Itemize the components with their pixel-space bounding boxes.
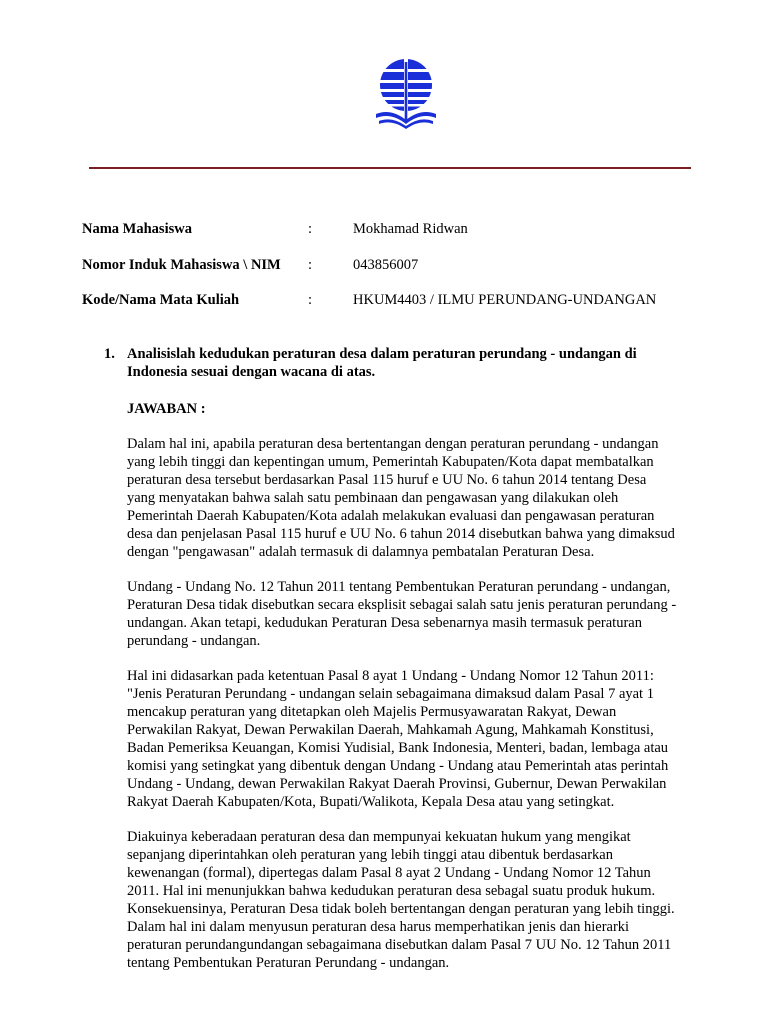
- answer-paragraph-1: [127, 435, 707, 561]
- info-row-nim: [82, 255, 702, 275]
- info-label: Nomor Induk Mahasiswa \ NIM: [82, 257, 281, 273]
- info-colon: :: [308, 257, 313, 273]
- question-number: 1.: [104, 346, 115, 362]
- paragraph-line: 2011. Hal ini menunjukkan bahwa kedudukan peraturan desa sebagal suatu produk hukum.: [127, 883, 656, 899]
- paragraph-line: Dalam hal ini, apabila peraturan desa bertentangan dengan peraturan perundang - undangan: [127, 436, 659, 452]
- paragraph-line: peraturan desa tersebut berdasarkan Pasal 115 huruf e UU No. 6 tahun 2014 tentang Desa: [127, 472, 647, 488]
- answer-heading: JAWABAN :: [127, 401, 206, 417]
- paragraph-line: Hal ini didasarkan pada ketentuan Pasal 8 ayat 1 Undang - Undang Nomor 12 Tahun 2011:: [127, 668, 654, 684]
- university-logo-icon: [373, 58, 439, 130]
- question-line: Analisislah kedudukan peraturan desa dalam peraturan perundang - undangan di: [127, 346, 637, 362]
- paragraph-line: "Jenis Peraturan Perundang - undangan selain sebagaimana dimaksud dalam Pasal 7 ayat 1: [127, 686, 654, 702]
- info-value: Mokhamad Ridwan: [353, 221, 468, 237]
- paragraph-line: yang menyatakan bahwa salah satu pembinaan dan pengawasan yang dilakukan oleh: [127, 490, 619, 506]
- paragraph-line: Rakyat Daerah Kabupaten/Kota, Bupati/Walikota, Kepala Desa atau yang setingkat.: [127, 794, 615, 810]
- paragraph-line: sepanjang diperintahkan oleh peraturan yang lebih tinggi atau dibentuk berdasarkan: [127, 847, 613, 863]
- paragraph-line: perundang - undangan.: [127, 633, 261, 649]
- paragraph-line: Pemerintah Daerah Kabupaten/Kota adalah melakukan evaluasi dan pengawasan peraturan: [127, 508, 655, 524]
- header-divider: [89, 167, 691, 169]
- paragraph-line: mencakup peraturan yang ditetapkan oleh Majelis Permusyawaratan Rakyat, Dewan: [127, 704, 617, 720]
- paragraph-line: Undang - Undang, dewan Perwakilan Rakyat Daerah Provinsi, Gubernur, Dewan Perwakilan: [127, 776, 667, 792]
- info-value: 043856007: [353, 257, 419, 273]
- info-value: HKUM4403 / ILMU PERUNDANG-UNDANGAN: [353, 292, 657, 308]
- paragraph-line: peraturan perundangundangan sebagaimana disebutkan dalam Pasal 7 UU No. 12 Tahun 2011: [127, 937, 672, 953]
- info-row-name: [82, 219, 702, 239]
- info-row-course: [82, 290, 702, 310]
- info-label: Nama Mahasiswa: [82, 221, 192, 237]
- paragraph-line: Badan Pemeriksa Keuangan, Komisi Yudisial, Bank Indonesia, Menteri, badan, lembaga atau: [127, 740, 669, 756]
- question-text: [127, 345, 687, 381]
- paragraph-line: Peraturan Desa tidak disebutkan secara eksplisit sebagai salah satu jenis peraturan perundang -: [127, 597, 677, 613]
- info-label: Kode/Nama Mata Kuliah: [82, 292, 240, 308]
- info-colon: :: [308, 221, 313, 237]
- paragraph-line: desa dan penjelasan Pasal 115 huruf e UU No. 6 tahun 2014 disebutkan bahwa yang dimaksud: [127, 526, 675, 542]
- paragraph-line: kewenangan (formal), dipertegas dalam Pasal 8 ayat 2 Undang - Undang Nomor 12 Tahun: [127, 865, 651, 881]
- paragraph-line: Diakuinya keberadaan peraturan desa dan mempunyai kekuatan hukum yang mengikat: [127, 829, 631, 845]
- paragraph-line: Perwakilan Rakyat, Dewan Perwakilan Daerah, Mahkamah Agung, Mahkamah Konstitusi,: [127, 722, 654, 738]
- question-line: Indonesia sesuai dengan wacana di atas.: [127, 364, 376, 380]
- paragraph-line: tentang Pembentukan Peraturan Perundang - undangan.: [127, 955, 450, 971]
- paragraph-line: Undang - Undang No. 12 Tahun 2011 tentang Pembentukan Peraturan perundang - undangan,: [127, 579, 671, 595]
- paragraph-line: komisi yang setingkat yang dibentuk dengan Undang - Undang atau Pemerintah atas perintah: [127, 758, 669, 774]
- answer-paragraph-3: [127, 667, 707, 811]
- paragraph-line: yang lebih tinggi dan kepentingan umum, Pemerintah Kabupaten/Kota dapat membatalkan: [127, 454, 654, 470]
- paragraph-line: dengan "pengawasan" adalah termasuk di dalamnya pembatalan Peraturan Desa.: [127, 544, 595, 560]
- paragraph-line: undangan. Akan tetapi, kedudukan Peraturan Desa sebenarnya masih termasuk peraturan: [127, 615, 642, 631]
- paragraph-line: Konsekuensinya, Peraturan Desa tidak boleh bertentangan dengan peraturan yang lebih tinggi.: [127, 901, 675, 917]
- paragraph-line: Dalam hal ini dalam menyusun peraturan desa harus memperhatikan jenis dan hierarki: [127, 919, 630, 935]
- answer-paragraph-4: [127, 828, 707, 972]
- answer-paragraph-2: [127, 578, 707, 650]
- info-colon: :: [308, 292, 313, 308]
